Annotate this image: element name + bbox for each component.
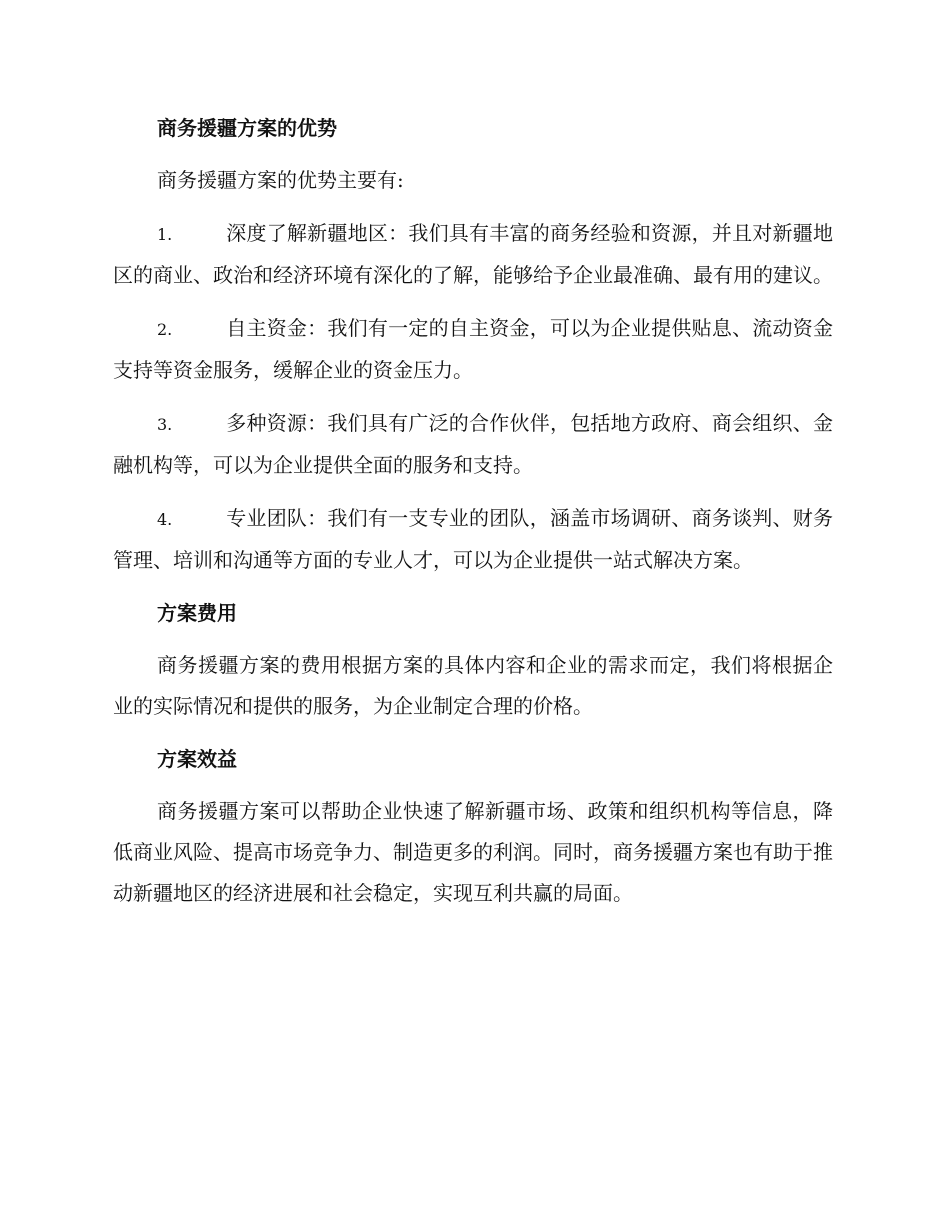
document-page — [113, 108, 833, 926]
list-number: 1. — [157, 225, 173, 244]
list-item-text: 自主资金：我们有一定的自主资金，可以为企业提供贴息、流动资金支持等资金服务，缓解企业的资金压力。 — [113, 316, 833, 382]
list-item-text: 多种资源：我们具有广泛的合作伙伴，包括地方政府、商会组织、金融机构等，可以为企业提供全面的服务和支持。 — [113, 411, 833, 477]
list-item-text: 专业团队：我们有一支专业的团队，涵盖市场调研、商务谈判、财务管理、培训和沟通等方面的专业人才，可以为企业提供一站式解决方案。 — [113, 506, 833, 572]
advantage-item-4 — [113, 498, 833, 581]
list-number: 3. — [157, 415, 173, 434]
cost-body: 商务援疆方案的费用根据方案的具体内容和企业的需求而定，我们将根据企业的实际情况和提供的服务，为企业制定合理的价格。 — [113, 653, 833, 718]
advantage-item-3 — [113, 403, 833, 486]
list-number: 4. — [157, 510, 173, 529]
advantage-item-2 — [113, 308, 833, 391]
benefits-body: 商务援疆方案可以帮助企业快速了解新疆市场、政策和组织机构等信息，降低商业风险、提高市场竞争力、制造更多的利润。同时，商务援疆方案也有助于推动新疆地区的经济进展和社会稳定，实现互利共赢的局面。 — [113, 799, 833, 905]
section-heading-advantages: 商务援疆方案的优势 — [157, 116, 337, 140]
list-number: 2. — [157, 320, 173, 339]
section-heading-benefits: 方案效益 — [157, 747, 237, 771]
advantages-intro: 商务援疆方案的优势主要有: — [157, 168, 404, 192]
list-item-text: 深度了解新疆地区：我们具有丰富的商务经验和资源，并且对新疆地区的商业、政治和经济环境有深化的了解，能够给予企业最准确、最有用的建议。 — [113, 221, 833, 287]
section-heading-cost: 方案费用 — [157, 601, 237, 625]
advantage-item-1 — [113, 213, 833, 296]
